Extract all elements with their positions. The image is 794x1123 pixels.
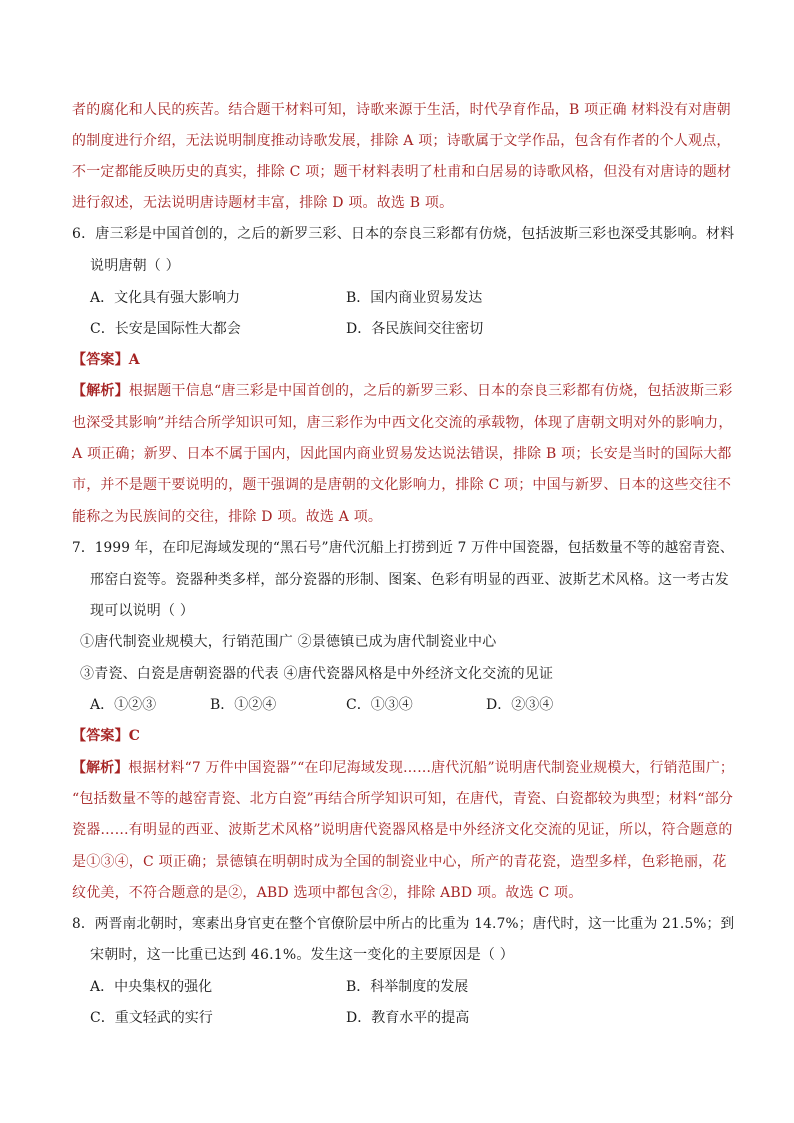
analysis-line: “包括数量不等的越窑青瓷、北方白瓷”再结合所学知识可知，在唐代，青瓷、白瓷都较为典型；材料“部分 [72,791,734,807]
analysis-label: 【解析】 [72,760,129,776]
option-a: A．中央集权的强化 [90,979,213,995]
prev-analysis-line: 的制度进行介绍，无法说明制度推动诗歌发展，排除 A 项；诗歌属于文学作品，包含有作者的个人观点， [72,133,731,149]
statement-item: ①唐代制瓷业规模大，行销范围广 ②景德镇已成为唐代制瓷业中心 [80,634,497,650]
statement-item: ③青瓷、白瓷是唐朝瓷器的代表 ④唐代瓷器风格是中外经济文化交流的见证 [80,666,554,682]
option-d: D．②③④ [486,697,554,713]
question-stem: 邢窑白瓷等。瓷器种类多样，部分瓷器的形制、图案、色彩有明显的西亚、波斯艺术风格。这一考古发 [90,572,729,588]
analysis-label: 【解析】 [72,383,129,399]
analysis-line: 瓷器……有明显的西亚、波斯艺术风格”说明唐代瓷器风格是中外经济文化交流的见证，所以，符合题意的 [72,822,733,838]
analysis-line: 【解析】根据材料“7 万件中国瓷器”“在印尼海域发现……唐代沉船”说明唐代制瓷业规模大，行销范围广； [72,760,734,776]
answer-label: 【答案】C [72,728,141,744]
question-stem: 8．两晋南北朝时，寒素出身官吏在整个官僚阶层中所占的比重为 14.7%；唐代时，这一比重为 21.5%；到 [72,916,735,932]
question-stem: 6．唐三彩是中国首创的，之后的新罗三彩、日本的奈良三彩都有仿烧，包括波斯三彩也深受其影响。材料 [72,226,735,242]
analysis-line: 市，并不是题干要说明的，题干强调的是唐朝的文化影响力，排除 C 项；中国与新罗、日本的这些交往不 [72,477,732,493]
analysis-line: 也深受其影响”并结合所学知识可知，唐三彩作为中西文化交流的承载物，体现了唐朝文明对外的影响力， [72,415,733,431]
question-stem: 现可以说明（ ） [90,603,195,619]
option-d: D．教育水平的提高 [346,1010,470,1026]
option-c: C．重文轻武的实行 [90,1010,213,1026]
analysis-line: 是①③④，C 项正确；景德镇在明朝时成为全国的制瓷业中心，所产的青花瓷，造型多样，色彩艳丽，花 [72,854,727,870]
prev-analysis-line: 不一定都能反映历史的真实，排除 C 项；题干材料表明了杜甫和白居易的诗歌风格，但没有对唐诗的题材 [72,164,732,180]
analysis-line: 能称之为民族间的交往，排除 D 项。故选 A 项。 [72,509,383,525]
analysis-line: A 项正确；新罗、日本不属于国内，因此国内商业贸易发达说法错误，排除 B 项；长安是当时的国际大都 [72,446,732,462]
option-b: B．国内商业贸易发达 [346,290,483,306]
option-a: A．文化具有强大影响力 [90,290,241,306]
option-b: B．①②④ [210,697,277,713]
option-c: C．长安是国际性大都会 [90,321,241,337]
analysis-line: 纹优美，不符合题意的是②，ABD 选项中都包含②，排除 ABD 项。故选 C 项。 [72,885,583,901]
option-b: B．科举制度的发展 [346,979,469,995]
question-stem: 宋朝时，这一比重已达到 46.1%。发生这一变化的主要原因是（ ） [90,947,514,963]
option-a: A．①②③ [90,697,157,713]
prev-analysis-line: 者的腐化和人民的疾苦。结合题干材料可知，诗歌来源于生活，时代孕育作品，B 项正确 材料没有对唐朝 [72,102,731,118]
answer-label: 【答案】A [72,352,140,368]
option-c: C．①③④ [346,697,413,713]
option-d: D．各民族间交往密切 [346,321,484,337]
prev-analysis-line: 进行叙述，无法说明唐诗题材丰富，排除 D 项。故选 B 项。 [72,195,454,211]
analysis-line: 【解析】根据题干信息“唐三彩是中国首创的，之后的新罗三彩、日本的奈良三彩都有仿烧，包括波斯三彩 [72,383,733,399]
question-stem: 7．1999 年，在印尼海域发现的“黑石号”唐代沉船上打捞到近 7 万件中国瓷器，包括数量不等的越窑青瓷、 [72,540,734,556]
question-stem: 说明唐朝（ ） [90,258,180,274]
